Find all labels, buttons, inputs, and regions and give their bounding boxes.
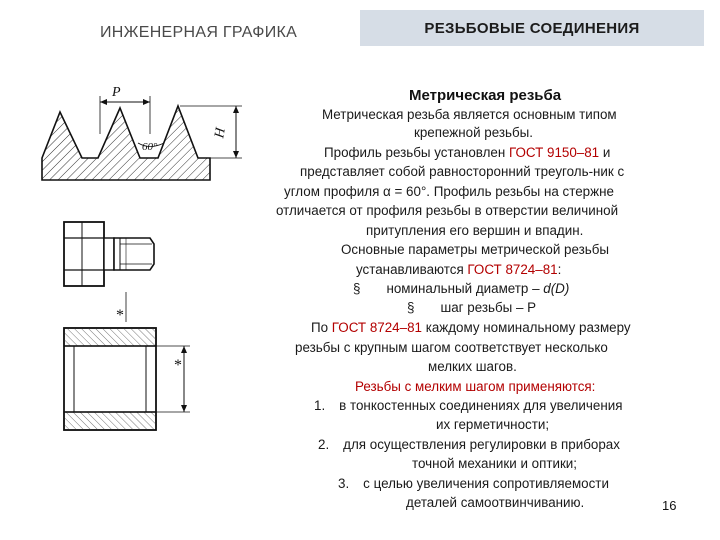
bolt-mark: *: [116, 307, 124, 324]
p2-line1: Профиль резьбы установлен ГОСТ 9150–81 и: [324, 145, 611, 160]
nut-section-figure: [64, 328, 190, 430]
pitch-label: P: [112, 85, 121, 100]
numbered-item-1: 1. в тонкостенных соединениях для увеличения: [314, 398, 623, 413]
p3-line1: Основные параметры метрической резьбы: [341, 242, 610, 257]
numbered-item-2-cont: точной механики и оптики;: [412, 456, 578, 471]
bullet-marker: §: [353, 281, 361, 296]
bolt-figure: [64, 222, 154, 324]
section-title: РЕЗЬБОВЫЕ СОЕДИНЕНИЯ: [424, 19, 640, 37]
slide-subtitle: Метрическая резьба: [409, 87, 562, 104]
angle-label: 60°: [142, 141, 158, 153]
p2-line2: представляет собой равносторонний треуголь-ник с: [300, 164, 625, 179]
course-title: ИНЖЕНЕРНАЯ ГРАФИКА: [100, 24, 298, 41]
numbered-item-2: 2. для осуществления регулировки в приборах: [318, 437, 620, 452]
thread-profile-figure: [42, 85, 242, 180]
p1-line2: крепежной резьбы.: [414, 125, 534, 140]
p2-line3: углом профиля α = 60°. Профиль резьбы на стержне: [284, 184, 614, 199]
bullet-item-diameter: § номинальный диаметр – d(D): [353, 281, 570, 296]
p4-line1: По ГОСТ 8724–81 каждому номинальному размеру: [311, 320, 631, 335]
numbered-item-1-cont: их герметичности;: [436, 417, 550, 432]
p4-line2: резьбы с крупным шагом соответствует несколько: [295, 340, 608, 355]
nut-mark: *: [174, 357, 182, 374]
numbered-item-3-cont: деталей самоотвинчиванию.: [406, 495, 585, 510]
p3-line2: устанавливаются ГОСТ 8724–81:: [356, 262, 562, 277]
page-number: 16: [662, 498, 677, 513]
numbered-item-3: 3. с целью увеличения сопротивляемости: [338, 476, 609, 491]
p1-line1: Метрическая резьба является основным типом: [322, 107, 617, 122]
p2-line4: отличается от профиля резьбы в отверстии величиной: [276, 203, 619, 218]
bullet-marker: §: [407, 300, 415, 315]
p4-line3: мелких шагов.: [428, 359, 517, 374]
p2-line5: притупления его вершин и впадин.: [366, 223, 584, 238]
p5-line1: Резьбы с мелким шагом применяются:: [355, 379, 596, 394]
bullet-item-pitch: § шаг резьбы – P: [407, 300, 537, 315]
height-label: H: [212, 126, 229, 140]
